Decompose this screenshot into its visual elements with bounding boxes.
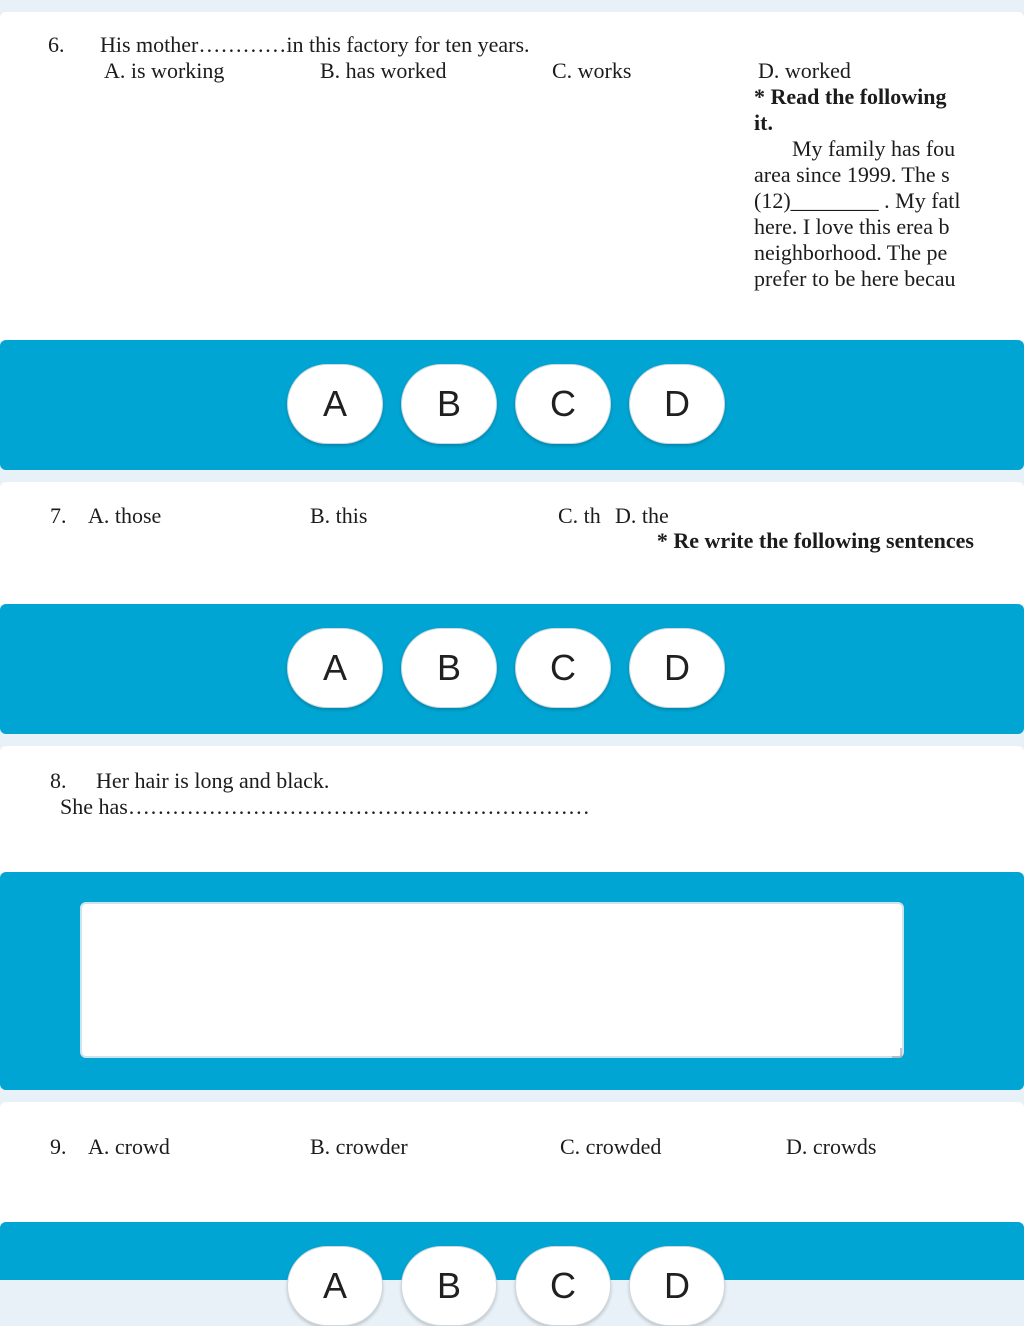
option-c-text: C. crowded: [560, 1134, 662, 1159]
option-d-text: D. the: [615, 503, 669, 528]
option-a-text: A. crowd: [88, 1134, 170, 1159]
option-c-text: C. th: [558, 503, 601, 528]
answer-text-input[interactable]: [80, 902, 904, 1058]
rewrite-prompt: She has………………………………………………………: [60, 794, 590, 819]
reading-heading: * Read the following: [754, 84, 947, 109]
answer-panel-8: [0, 872, 1024, 1090]
resize-handle-icon[interactable]: [892, 1048, 902, 1058]
option-a-text: A. is working: [104, 58, 225, 83]
answer-panel-7: [0, 604, 1024, 734]
choice-d-button[interactable]: D: [629, 628, 725, 708]
option-a-text: A. those: [88, 503, 162, 528]
option-d-text: D. crowds: [786, 1134, 877, 1159]
passage-line: neighborhood. The pe: [754, 240, 948, 265]
choice-b-button[interactable]: B: [401, 1246, 497, 1326]
passage-line: area since 1999. The s: [754, 162, 950, 187]
question-number: 6.: [48, 32, 65, 57]
choice-c-button[interactable]: C: [515, 1246, 611, 1326]
question-6-card: [0, 12, 1024, 346]
rewrite-heading: * Re write the following sentences: [656, 528, 974, 553]
reading-heading-cont: it.: [754, 110, 773, 135]
answer-panel-6: [0, 340, 1024, 470]
question-9-card: [0, 1102, 1024, 1228]
choice-a-button[interactable]: A: [287, 1246, 383, 1326]
passage-line: prefer to be here becau: [754, 266, 956, 291]
reading-passage: [754, 82, 980, 292]
choice-b-button[interactable]: B: [401, 364, 497, 444]
question-number: 8.: [50, 768, 67, 793]
passage-line: My family has fou: [792, 136, 956, 161]
answer-panel-9: [0, 1222, 1024, 1306]
passage-line: here. I love this erea b: [754, 214, 950, 239]
option-b-text: B. crowder: [310, 1134, 408, 1159]
choice-a-button[interactable]: A: [287, 628, 383, 708]
choice-a-button[interactable]: A: [287, 364, 383, 444]
choice-c-button[interactable]: C: [515, 364, 611, 444]
passage-line: (12)________ . My fatl: [754, 188, 961, 213]
question-stem: Her hair is long and black.: [96, 768, 330, 793]
question-number: 9.: [50, 1134, 67, 1159]
option-b-text: B. this: [310, 503, 368, 528]
option-d-text: D. worked: [758, 58, 851, 83]
question-number: 7.: [50, 503, 67, 528]
choice-d-button[interactable]: D: [629, 1246, 725, 1326]
question-7-card: [0, 482, 1024, 610]
option-b-text: B. has worked: [320, 58, 447, 83]
option-c-text: C. works: [552, 58, 632, 83]
question-8-card: [0, 746, 1024, 878]
choice-b-button[interactable]: B: [401, 628, 497, 708]
choice-d-button[interactable]: D: [629, 364, 725, 444]
choice-c-button[interactable]: C: [515, 628, 611, 708]
question-stem: His mother…………in this factory for ten years.: [100, 32, 530, 57]
